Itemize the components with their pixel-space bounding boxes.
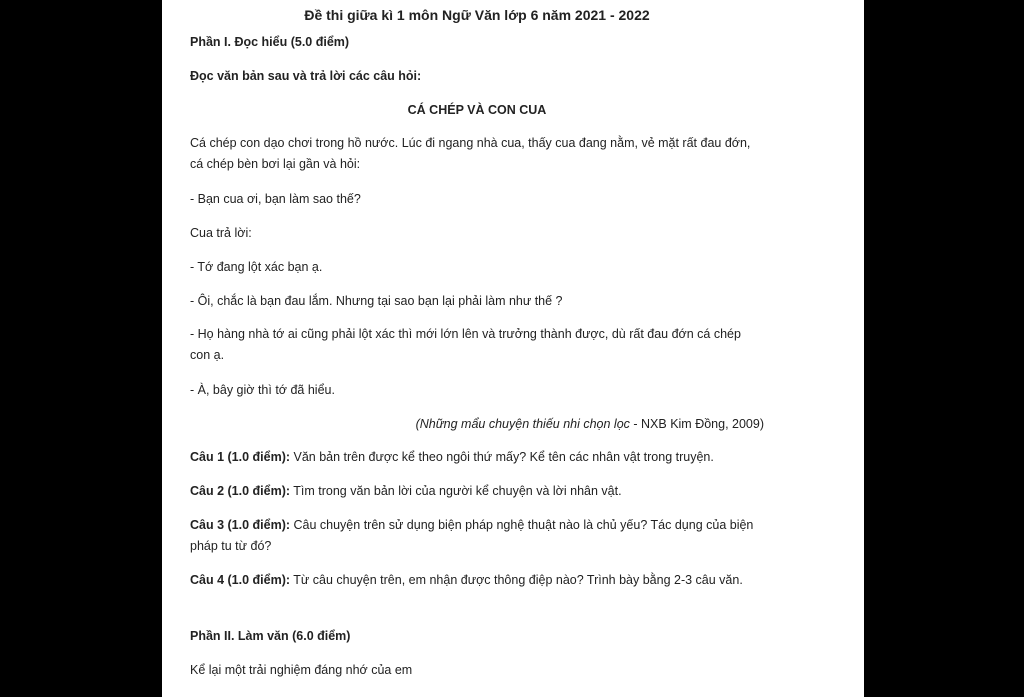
question-4 <box>190 570 760 591</box>
part2-heading: Phần II. Làm văn (6.0 điểm) <box>190 629 351 643</box>
question-text: Văn bản trên được kể theo ngôi thứ mấy? Kể tên các nhân vật trong truyện. <box>290 450 714 464</box>
document-page <box>162 0 864 697</box>
question-label: Câu 2 (1.0 điểm): <box>190 484 291 498</box>
story-paragraph: - Bạn cua ơi, bạn làm sao thế? <box>190 192 361 206</box>
question-text: Tìm trong văn bản lời của người kể chuyện và lời nhân vật. <box>290 484 622 498</box>
story-paragraph: - À, bây giờ thì tớ đã hiểu. <box>190 383 335 397</box>
question-text: Từ câu chuyện trên, em nhận được thông điệp nào? Trình bày bằng 2-3 câu văn. <box>290 573 743 587</box>
question-text: Câu chuyện trên sử dụng biện pháp nghệ thuật nào là chủ yếu? Tác dụng của biện pháp tu từ đó? <box>190 518 754 553</box>
part1-heading: Phần I. Đọc hiểu (5.0 điểm) <box>190 35 350 49</box>
story-title: CÁ CHÉP VÀ CON CUA <box>407 103 547 117</box>
writing-task: Kể lại một trải nghiệm đáng nhớ của em <box>190 663 413 677</box>
source-open: ( <box>415 417 420 431</box>
story-paragraph: Cá chép con dạo chơi trong hồ nước. Lúc đi ngang nhà cua, thấy cua đang nằm, vẻ mặt rất đau đớn, cá chép bèn bơi lại gần và hỏi: <box>190 136 751 171</box>
instruction: Đọc văn bản sau và trả lời các câu hỏi: <box>190 69 422 83</box>
question-1 <box>190 447 760 468</box>
question-3 <box>190 515 760 557</box>
source-citation <box>416 416 764 432</box>
document-title: Đề thi giữa kì 1 môn Ngữ Văn lớp 6 năm 2021 - 2022 <box>304 7 650 23</box>
question-label: Câu 3 (1.0 điểm): <box>190 518 291 532</box>
question-2 <box>190 481 760 502</box>
story-paragraph: - Họ hàng nhà tớ ai cũng phải lột xác thì mới lớn lên và trưởng thành được, dù rất đau đớn cá chép con ạ. <box>190 327 741 362</box>
story-paragraph: Cua trả lời: <box>190 226 252 240</box>
story-paragraph: - Tớ đang lột xác bạn ạ. <box>190 260 323 274</box>
source-book: Những mẩu chuyện thiếu nhi chọn lọc <box>419 417 630 431</box>
story-paragraph: - Ôi, chắc là bạn đau lắm. Nhưng tại sao bạn lại phải làm như thế ? <box>190 294 563 308</box>
source-publisher: - NXB Kim Đồng, 2009) <box>629 417 764 431</box>
question-label: Câu 4 (1.0 điểm): <box>190 573 291 587</box>
question-label: Câu 1 (1.0 điểm): <box>190 450 291 464</box>
